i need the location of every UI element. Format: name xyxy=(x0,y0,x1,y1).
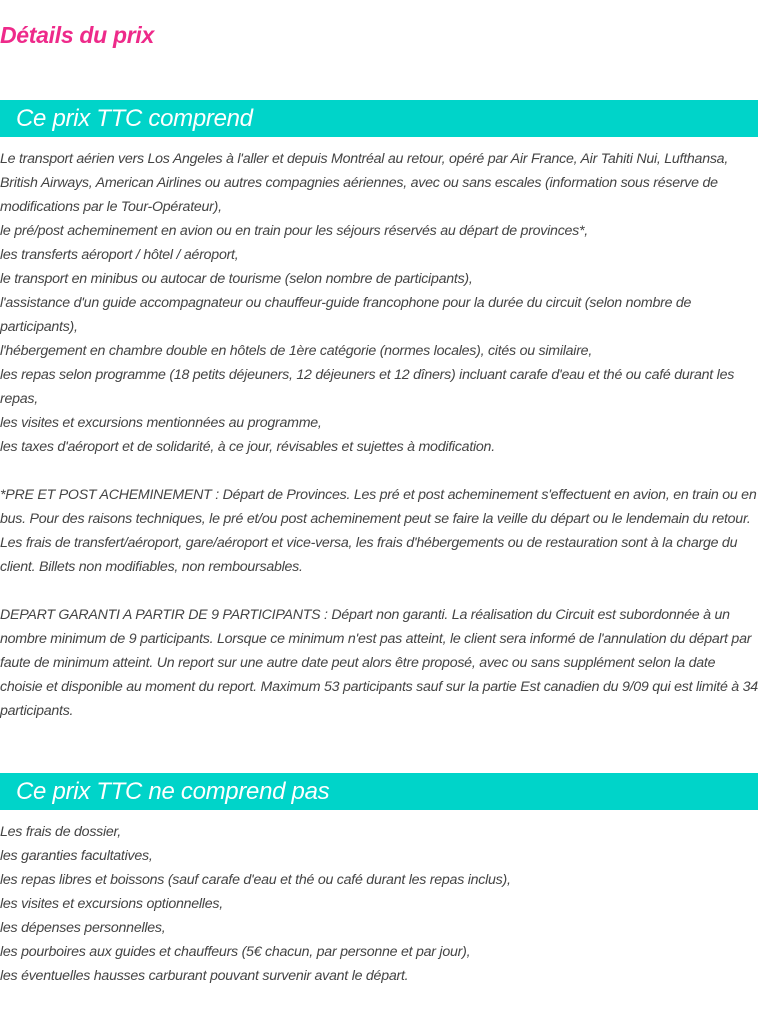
departure-guarantee-note: DEPART GARANTI A PARTIR DE 9 PARTICIPANTS : Départ non garanti. La réalisation du Circuit est subordonnée à un nombre minimum de 9 participants. Lorsque ce minimum n'est pas atteint, le client sera informé de l'annulation du départ par faute de minimum atteint. Un report sur une autre date peut alors être proposé, avec ou sans supplément selon la date choisie et disponible au moment du report. Maximum 53 participants sauf sur la partie Est canadien du 9/09 qui est limité à 34 participants. xyxy=(0,607,758,719)
excluded-item: les repas libres et boissons (sauf carafe d'eau et thé ou café durant les repas inclus), xyxy=(0,872,511,888)
page-title: Détails du prix xyxy=(0,22,154,48)
excluded-item: les garanties facultatives, xyxy=(0,848,153,864)
included-item: Le transport aérien vers Los Angeles à l'aller et depuis Montréal au retour, opéré par Air France, Air Tahiti Nui, Lufthansa, British Airways, American Airlines ou autres compagnies aériennes, avec ou sans escales (information sous réserve de modifications par le Tour-Opérateur), xyxy=(0,151,729,215)
excluded-item: les éventuelles hausses carburant pouvant survenir avant le départ. xyxy=(0,968,409,984)
included-section-body xyxy=(0,147,758,723)
excluded-item: les dépenses personnelles, xyxy=(0,920,166,936)
included-item: l'hébergement en chambre double en hôtels de 1ère catégorie (normes locales), cités ou similaire, xyxy=(0,343,593,359)
pre-post-note: *PRE ET POST ACHEMINEMENT : Départ de Provinces. Les pré et post acheminement s'effectuent en avion, en train ou en bus. Pour des raisons techniques, le pré et/ou post acheminement peut se faire la veille du départ ou le lendemain du retour. Les frais de transfert/aéroport, gare/aéroport et vice-versa, les frais d'hébergements ou de restauration sont à la charge du client. Billets non modifiables, non remboursables. xyxy=(0,487,757,575)
included-item: les transferts aéroport / hôtel / aéroport, xyxy=(0,247,239,263)
included-item: le transport en minibus ou autocar de tourisme (selon nombre de participants), xyxy=(0,271,473,287)
included-item: l'assistance d'un guide accompagnateur ou chauffeur-guide francophone pour la durée du circuit (selon nombre de participants), xyxy=(0,295,692,335)
excluded-section-body xyxy=(0,820,758,988)
included-item: le pré/post acheminement en avion ou en train pour les séjours réservés au départ de provinces*, xyxy=(0,223,588,239)
included-item: les repas selon programme (18 petits déjeuners, 12 déjeuners et 12 dîners) incluant carafe d'eau et thé ou café durant les repas, xyxy=(0,367,735,407)
included-item: les visites et excursions mentionnées au programme, xyxy=(0,415,322,431)
excluded-item: Les frais de dossier, xyxy=(0,824,121,840)
excluded-item: les pourboires aux guides et chauffeurs (5€ chacun, par personne et par jour), xyxy=(0,944,471,960)
included-section-header: Ce prix TTC comprend xyxy=(0,100,758,137)
excluded-section-header: Ce prix TTC ne comprend pas xyxy=(0,773,758,810)
excluded-item: les visites et excursions optionnelles, xyxy=(0,896,223,912)
included-item: les taxes d'aéroport et de solidarité, à ce jour, révisables et sujettes à modification. xyxy=(0,439,495,455)
